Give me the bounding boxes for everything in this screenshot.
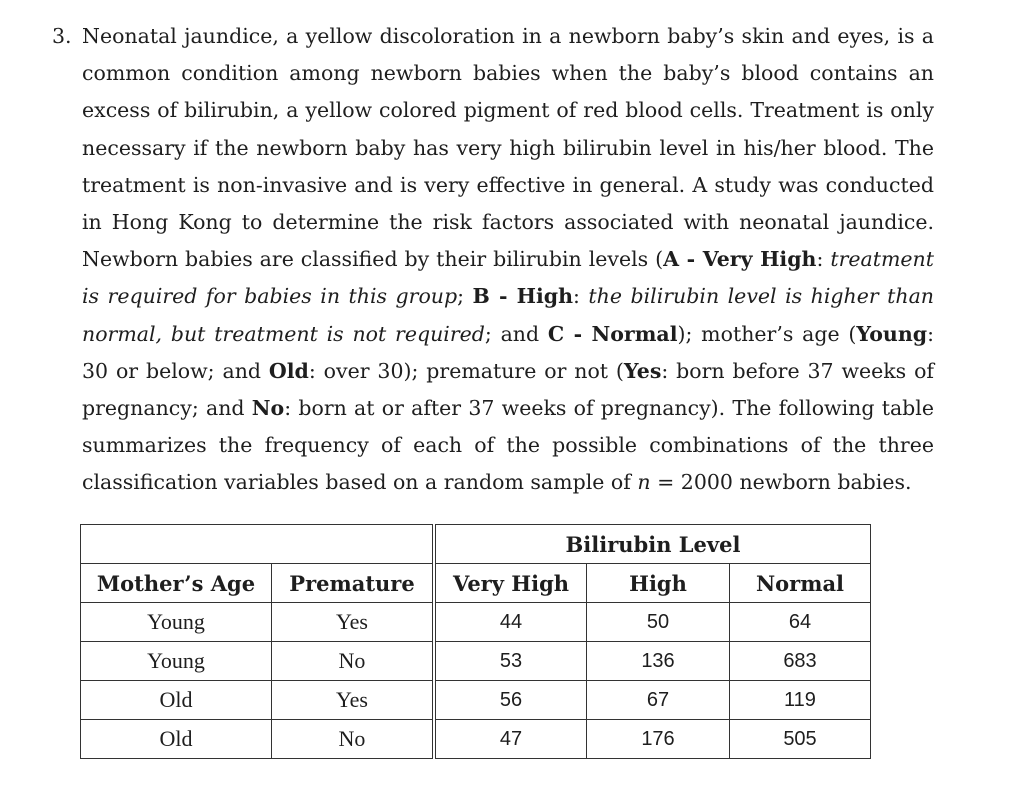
level-a-label: A - Very High: [663, 247, 817, 272]
cell-high: 136: [587, 642, 730, 681]
header-normal: Normal: [730, 564, 871, 603]
level-a-description: treatment is required for babies in this group: [82, 247, 934, 309]
bilirubin-level-header: Bilirubin Level: [434, 525, 871, 564]
cell-premature: No: [272, 720, 435, 759]
cell-normal: 64: [730, 603, 871, 642]
cell-normal: 505: [730, 720, 871, 759]
header-mothers-age: Mother’s Age: [81, 564, 272, 603]
cell-mothers-age: Old: [81, 681, 272, 720]
level-b-description: the bilirubin level is higher than normal, but treatment is not required: [82, 284, 934, 346]
table-row: [81, 720, 871, 759]
old-label: Old: [268, 358, 309, 383]
no-label: No: [251, 396, 285, 421]
header-high: High: [587, 564, 730, 603]
cell-premature: Yes: [272, 681, 435, 720]
header-very-high: Very High: [434, 564, 587, 603]
cell-normal: 683: [730, 642, 871, 681]
group-header-row: [81, 525, 871, 564]
yes-label: Yes: [623, 358, 662, 383]
header-premature: Premature: [272, 564, 435, 603]
level-b-label: B - High: [472, 284, 573, 309]
cell-mothers-age: Old: [81, 720, 272, 759]
cell-normal: 119: [730, 681, 871, 720]
cell-very-high: 56: [434, 681, 587, 720]
cell-mothers-age: Young: [81, 642, 272, 681]
level-c-label: C - Normal: [547, 321, 678, 346]
cell-premature: Yes: [272, 603, 435, 642]
table-row: [81, 603, 871, 642]
column-header-row: [81, 564, 871, 603]
cell-very-high: 44: [434, 603, 587, 642]
table-row: [81, 681, 871, 720]
cell-high: 67: [587, 681, 730, 720]
frequency-table: [80, 524, 871, 759]
problem-number: 3.: [52, 24, 72, 48]
problem-statement: 3. Neonatal jaundice, a yellow discoloration in a newborn baby’s skin and eyes, is a common condition among newborn babies when the baby’s blood contains an excess of bilirubin, a yellow colored pigment of red blood cells. Treatment is only necessary if the newborn baby has very high bilirubin level in his/her blood. The treatment is non-invasive and is very effective in general. A study was conducted in Hong Kong to determine the risk factors associated with neonatal jaundice. Newborn babies are classified by their bilirubin levels (A - Very High: treatment is required for babies in this group; B - High: the bilirubin level is higher than normal, but treatment is not required; and C - Normal); mother’s age (Young: 30 or below; and Old: over 30); premature or not (Yes: born before 37 weeks of pregnancy; and No: born at or after 37 weeks of pregnancy). The following table summarizes the frequency of each of the possible combinations of the three classification variables based on a random sample of n = 2000 newborn babies.: [82, 18, 934, 502]
cell-mothers-age: Young: [81, 603, 272, 642]
cell-premature: No: [272, 642, 435, 681]
cell-very-high: 53: [434, 642, 587, 681]
intro-text: Neonatal jaundice, a yellow discoloration in a newborn baby’s skin and eyes, is a common condition among newborn babies when the baby’s blood contains an excess of bilirubin, a yellow colored pigment of red blood cells. Treatment is only necessary if the newborn baby has very high bilirubin level in his/her blood. The treatment is non-invasive and is very effective in general. A study was conducted in Hong Kong to determine the risk factors associated with neonatal jaundice. Newborn babies are classified by their bilirubin levels (: [82, 24, 934, 272]
empty-corner-cell: [81, 525, 435, 564]
cell-high: 176: [587, 720, 730, 759]
cell-high: 50: [587, 603, 730, 642]
cell-very-high: 47: [434, 720, 587, 759]
table-row: [81, 642, 871, 681]
sample-size-variable: n: [637, 470, 651, 495]
young-label: Young: [856, 321, 928, 346]
